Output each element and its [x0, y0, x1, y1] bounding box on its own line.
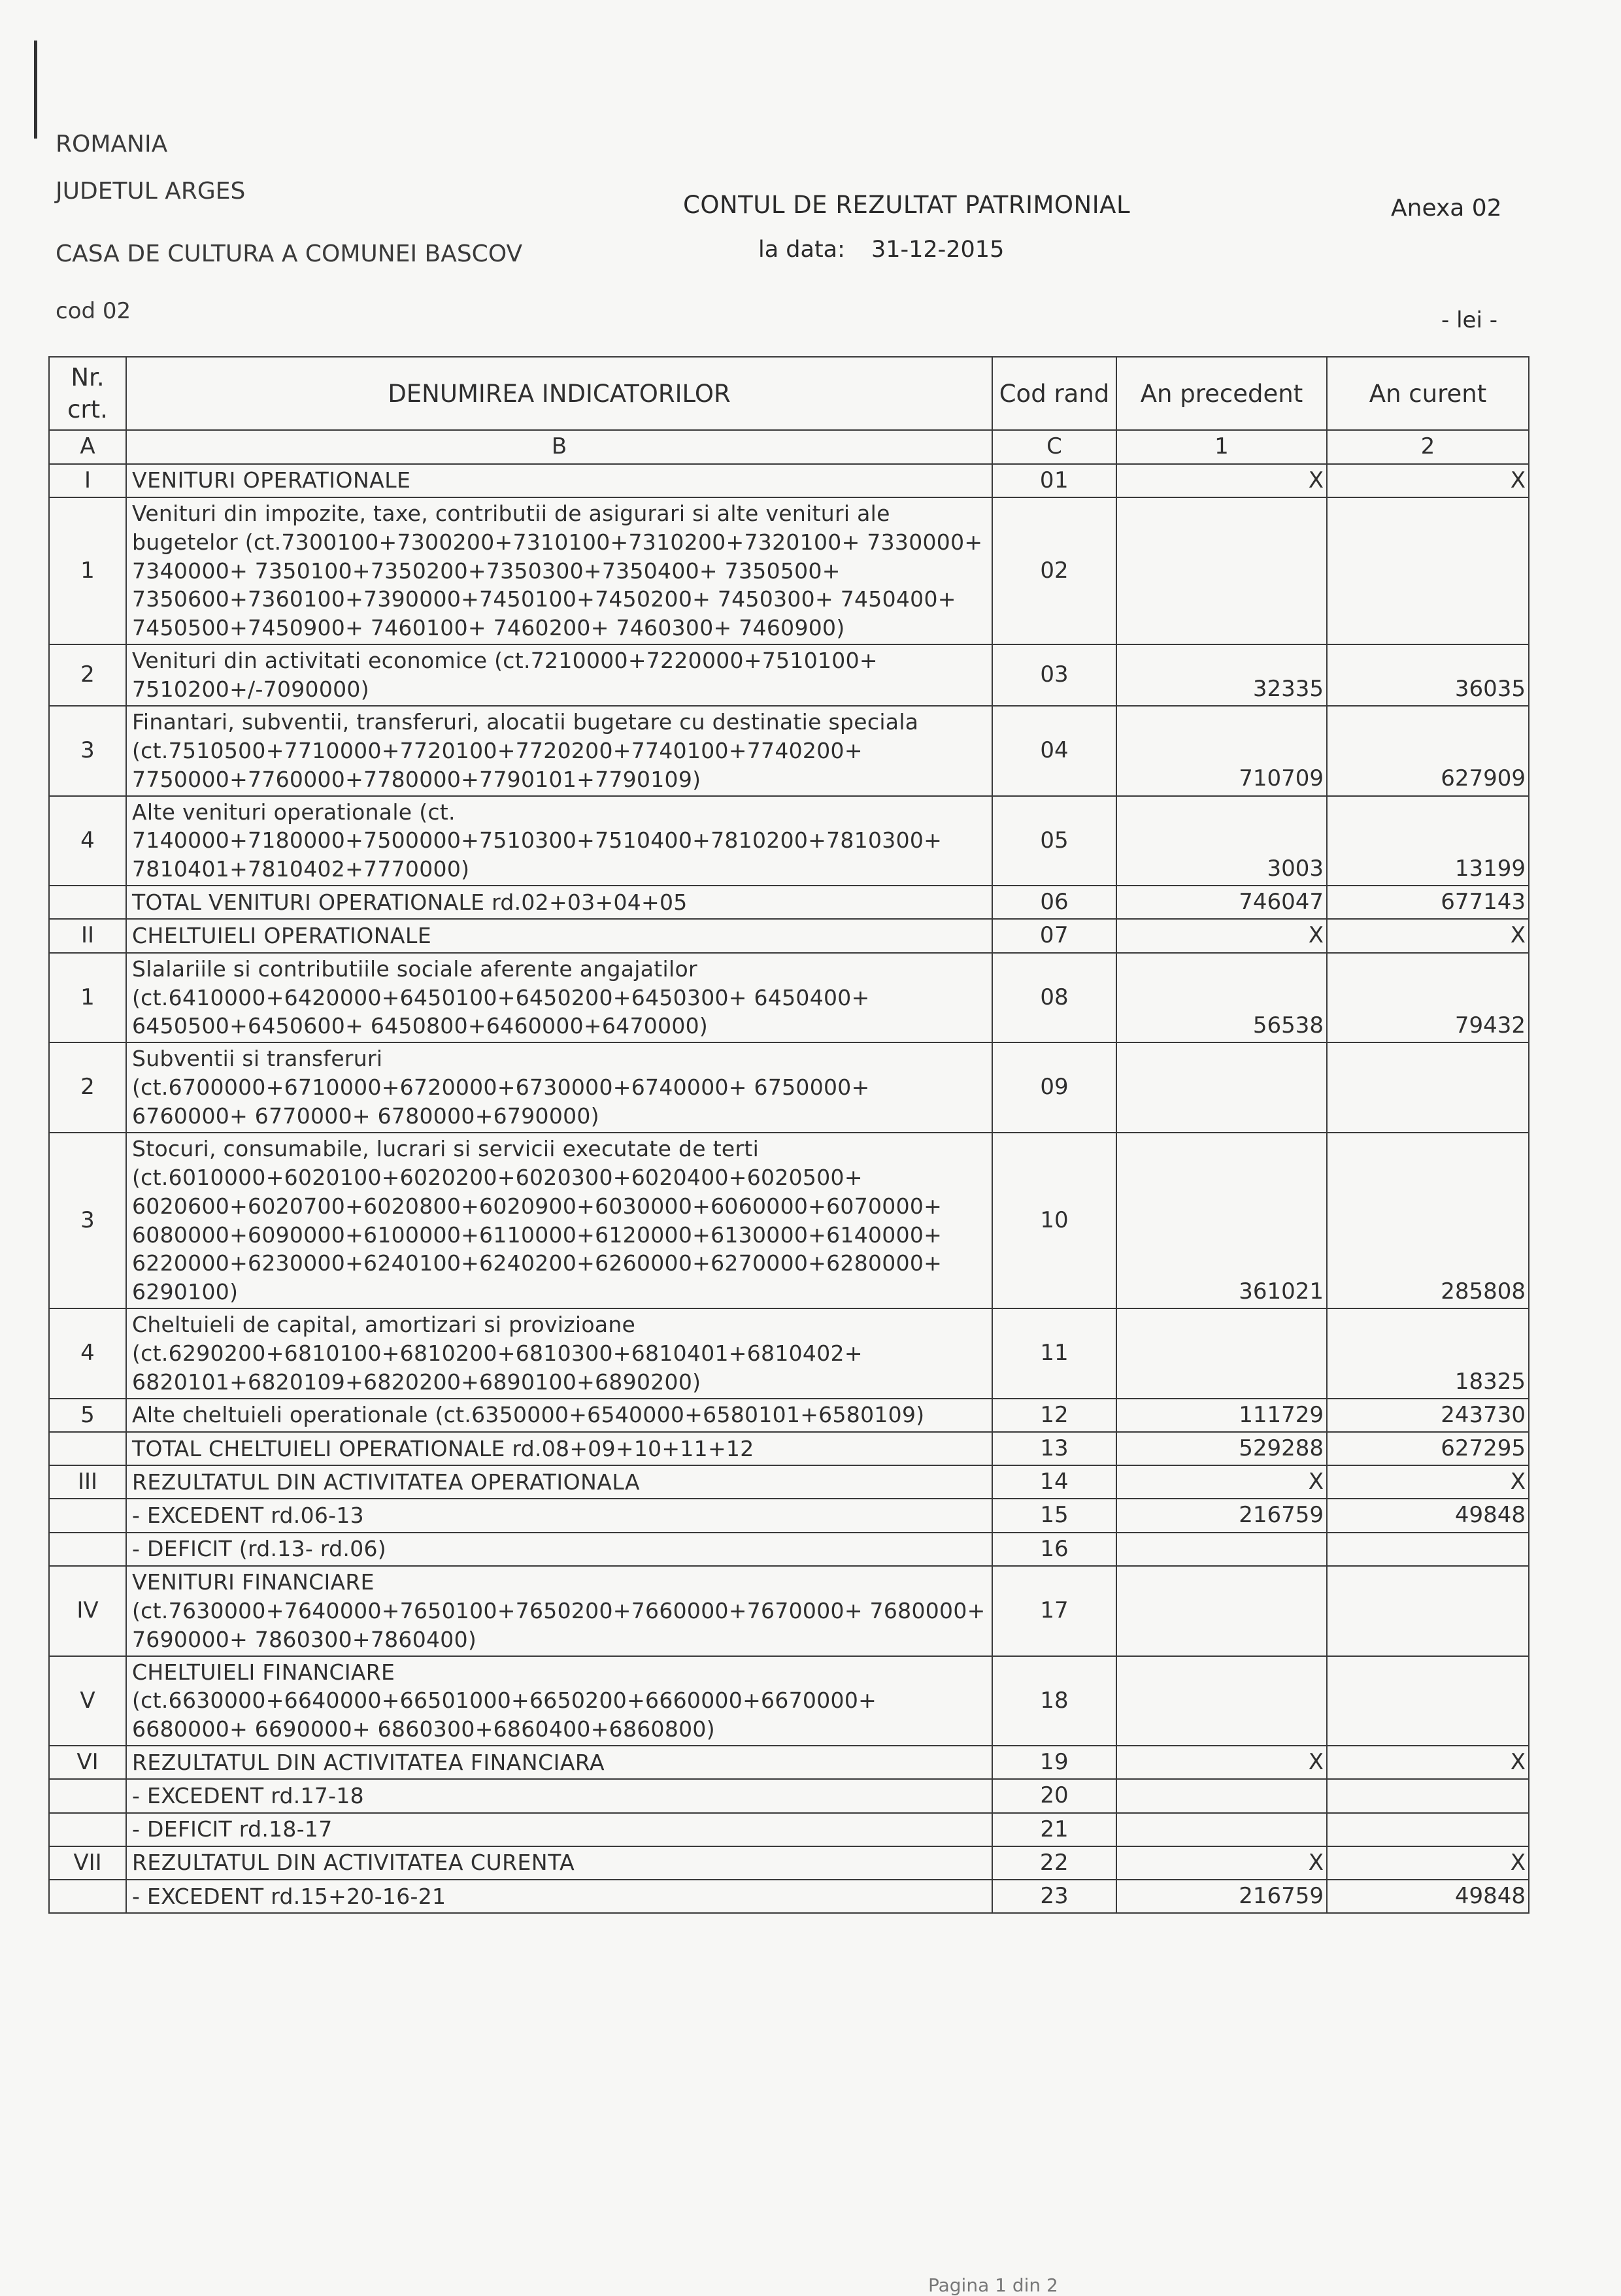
- header-denumire: DENUMIREA INDICATORILOR: [126, 357, 992, 430]
- row-cod: 19: [992, 1746, 1116, 1779]
- table-row: [49, 1432, 1529, 1465]
- row-cur: 49848: [1327, 1880, 1529, 1913]
- row-denumire: - DEFICIT rd.18-17: [126, 1813, 992, 1846]
- subheader-cur: 2: [1327, 430, 1529, 463]
- row-cur: 627295: [1327, 1432, 1529, 1465]
- row-cur: [1327, 497, 1529, 644]
- row-nr: VI: [49, 1746, 126, 1779]
- row-cur: X: [1327, 1746, 1529, 1779]
- row-cur: 677143: [1327, 886, 1529, 919]
- row-nr: [49, 1880, 126, 1913]
- row-denumire: TOTAL CHELTUIELI OPERATIONALE rd.08+09+10+11+12: [126, 1432, 992, 1465]
- row-cod: 18: [992, 1656, 1116, 1746]
- row-cod: 20: [992, 1779, 1116, 1812]
- row-denumire: TOTAL VENITURI OPERATIONALE rd.02+03+04+05: [126, 886, 992, 919]
- row-cur: [1327, 1779, 1529, 1812]
- table-row: [49, 1499, 1529, 1532]
- row-nr: 2: [49, 1042, 126, 1133]
- row-denumire: - EXCEDENT rd.06-13: [126, 1499, 992, 1532]
- row-cod: 21: [992, 1813, 1116, 1846]
- page-footer: Pagina 1 din 2: [928, 2274, 1058, 2296]
- table-row: [49, 1465, 1529, 1499]
- row-denumire: - DEFICIT (rd.13- rd.06): [126, 1533, 992, 1566]
- document-header: [0, 0, 1621, 353]
- row-prev: X: [1116, 464, 1327, 497]
- row-nr: [49, 886, 126, 919]
- row-denumire: Venituri din impozite, taxe, contributii de asigurari si alte venituri ale bugetelor (ct.7300100+7300200+7310100+7310200+7320100+ 7330000+ 7340000+ 7350100+7350200+7350300+7350400+ 7350500+ 7350600+7360100+7390000+7450100+7450200+ 7450300+ 7450400+ 7450500+7450900+ 7460100+ 7460200+ 7460300+ 7460900): [126, 497, 992, 644]
- table-body: [49, 464, 1529, 1914]
- row-cod: 07: [992, 919, 1116, 952]
- row-nr: III: [49, 1465, 126, 1499]
- table-row: [49, 953, 1529, 1043]
- row-cur: 49848: [1327, 1499, 1529, 1532]
- table-row: [49, 1042, 1529, 1133]
- table-row: [49, 706, 1529, 796]
- row-cur: 79432: [1327, 953, 1529, 1043]
- subheader-nr: A: [49, 430, 126, 463]
- row-prev: 361021: [1116, 1133, 1327, 1308]
- row-prev: X: [1116, 1465, 1327, 1499]
- row-denumire: REZULTATUL DIN ACTIVITATEA CURENTA: [126, 1846, 992, 1880]
- row-prev: [1116, 497, 1327, 644]
- row-prev: 529288: [1116, 1432, 1327, 1465]
- row-prev: [1116, 1308, 1327, 1399]
- row-prev: X: [1116, 1846, 1327, 1880]
- row-nr: 1: [49, 497, 126, 644]
- row-nr: I: [49, 464, 126, 497]
- row-cod: 03: [992, 644, 1116, 706]
- row-cod: 12: [992, 1399, 1116, 1432]
- row-cur: [1327, 1533, 1529, 1566]
- row-denumire: Alte cheltuieli operationale (ct.6350000+6540000+6580101+6580109): [126, 1399, 992, 1432]
- row-cod: 23: [992, 1880, 1116, 1913]
- table-row: [49, 1533, 1529, 1566]
- table-row: [49, 1656, 1529, 1746]
- income-statement-table: [48, 356, 1529, 1914]
- row-cur: 627909: [1327, 706, 1529, 796]
- row-denumire: CHELTUIELI FINANCIARE (ct.6630000+6640000+66501000+6650200+6660000+6670000+ 6680000+ 6690000+ 6860300+6860400+6860800): [126, 1656, 992, 1746]
- row-cod: 06: [992, 886, 1116, 919]
- date-label: la data:: [758, 237, 845, 263]
- row-nr: 3: [49, 706, 126, 796]
- row-cod: 02: [992, 497, 1116, 644]
- row-denumire: Alte venituri operationale (ct. 7140000+7180000+7500000+7510300+7510400+7810200+7810300+ 7810401+7810402+7770000): [126, 796, 992, 886]
- table-row: [49, 1133, 1529, 1308]
- table-row: [49, 1813, 1529, 1846]
- row-prev: 216759: [1116, 1499, 1327, 1532]
- row-nr: [49, 1432, 126, 1465]
- row-cod: 22: [992, 1846, 1116, 1880]
- table-subheader-row: [49, 430, 1529, 463]
- row-nr: 5: [49, 1399, 126, 1432]
- header-prev: An precedent: [1116, 357, 1327, 430]
- table-row: [49, 1399, 1529, 1432]
- row-cur: [1327, 1656, 1529, 1746]
- subheader-prev: 1: [1116, 430, 1327, 463]
- row-cod: 13: [992, 1432, 1116, 1465]
- row-nr: V: [49, 1656, 126, 1746]
- table-row: [49, 796, 1529, 886]
- row-cod: 01: [992, 464, 1116, 497]
- row-prev: 3003: [1116, 796, 1327, 886]
- row-nr: 4: [49, 796, 126, 886]
- row-denumire: VENITURI FINANCIARE (ct.7630000+7640000+7650100+7650200+7660000+7670000+ 7680000+ 7690000+ 7860300+7860400): [126, 1566, 992, 1656]
- row-cur: X: [1327, 919, 1529, 952]
- row-cod: 04: [992, 706, 1116, 796]
- row-denumire: Finantari, subventii, transferuri, alocatii bugetare cu destinatie speciala (ct.7510500+7710000+7720100+7720200+7740100+7740200+ 7750000+7760000+7780000+7790101+7790109): [126, 706, 992, 796]
- row-nr: VII: [49, 1846, 126, 1880]
- row-cur: 18325: [1327, 1308, 1529, 1399]
- row-denumire: - EXCEDENT rd.15+20-16-21: [126, 1880, 992, 1913]
- row-cod: 14: [992, 1465, 1116, 1499]
- row-prev: 746047: [1116, 886, 1327, 919]
- header-nr: Nr. crt.: [49, 357, 126, 430]
- row-prev: 32335: [1116, 644, 1327, 706]
- row-prev: [1116, 1533, 1327, 1566]
- row-cod: 15: [992, 1499, 1116, 1532]
- currency-unit: - lei -: [1441, 307, 1497, 333]
- document-title: CONTUL DE REZULTAT PATRIMONIAL: [683, 191, 1131, 219]
- row-denumire: REZULTATUL DIN ACTIVITATEA OPERATIONALA: [126, 1465, 992, 1499]
- header-cur: An curent: [1327, 357, 1529, 430]
- row-denumire: VENITURI OPERATIONALE: [126, 464, 992, 497]
- table-row: [49, 1746, 1529, 1779]
- row-denumire: CHELTUIELI OPERATIONALE: [126, 919, 992, 952]
- row-nr: [49, 1533, 126, 1566]
- row-cur: 243730: [1327, 1399, 1529, 1432]
- row-nr: [49, 1499, 126, 1532]
- row-nr: 3: [49, 1133, 126, 1308]
- row-nr: [49, 1813, 126, 1846]
- row-denumire: Cheltuieli de capital, amortizari si provizioane (ct.6290200+6810100+6810200+6810300+6810401+6810402+ 6820101+6820109+6820200+6890100+6890200): [126, 1308, 992, 1399]
- code-label: cod 02: [56, 298, 131, 324]
- report-date: [758, 237, 1004, 263]
- row-prev: [1116, 1042, 1327, 1133]
- row-prev: [1116, 1656, 1327, 1746]
- table-row: [49, 464, 1529, 497]
- table-row: [49, 1779, 1529, 1812]
- subheader-cod: C: [992, 430, 1116, 463]
- institution-label: CASA DE CULTURA A COMUNEI BASCOV: [56, 241, 523, 267]
- row-denumire: Stocuri, consumabile, lucrari si servicii executate de terti (ct.6010000+6020100+6020200+6020300+6020400+6020500+ 6020600+6020700+6020800+6020900+6030000+6060000+6070000+ 6080000+6090000+6100000+6110000+6120000+6130000+6140000+ 6220000+6230000+6240100+6240200+6260000+6270000+6280000+ 6290100): [126, 1133, 992, 1308]
- row-cod: 16: [992, 1533, 1116, 1566]
- row-prev: 56538: [1116, 953, 1327, 1043]
- table-row: [49, 644, 1529, 706]
- row-cod: 10: [992, 1133, 1116, 1308]
- row-denumire: Venituri din activitati economice (ct.7210000+7220000+7510100+ 7510200+/-7090000): [126, 644, 992, 706]
- row-denumire: - EXCEDENT rd.17-18: [126, 1779, 992, 1812]
- row-cur: 36035: [1327, 644, 1529, 706]
- row-cur: X: [1327, 464, 1529, 497]
- subheader-denumire: B: [126, 430, 992, 463]
- table-row: [49, 497, 1529, 644]
- row-prev: 111729: [1116, 1399, 1327, 1432]
- header-cod: Cod rand: [992, 357, 1116, 430]
- country-label: ROMANIA: [56, 131, 168, 158]
- row-cod: 08: [992, 953, 1116, 1043]
- table-row: [49, 886, 1529, 919]
- row-cur: [1327, 1813, 1529, 1846]
- row-prev: 710709: [1116, 706, 1327, 796]
- row-denumire: REZULTATUL DIN ACTIVITATEA FINANCIARA: [126, 1746, 992, 1779]
- row-prev: X: [1116, 1746, 1327, 1779]
- row-nr: 1: [49, 953, 126, 1043]
- row-prev: 216759: [1116, 1880, 1327, 1913]
- row-prev: [1116, 1566, 1327, 1656]
- row-cur: [1327, 1042, 1529, 1133]
- table-header-row: [49, 357, 1529, 430]
- row-nr: 2: [49, 644, 126, 706]
- row-cod: 17: [992, 1566, 1116, 1656]
- row-denumire: Slalariile si contributiile sociale aferente angajatilor (ct.6410000+6420000+6450100+6450200+6450300+ 6450400+ 6450500+6450600+ 6450800+6460000+6470000): [126, 953, 992, 1043]
- row-cur: [1327, 1566, 1529, 1656]
- row-prev: X: [1116, 919, 1327, 952]
- row-cod: 05: [992, 796, 1116, 886]
- row-nr: IV: [49, 1566, 126, 1656]
- row-nr: II: [49, 919, 126, 952]
- date-value: 31-12-2015: [871, 237, 1005, 263]
- row-prev: [1116, 1779, 1327, 1812]
- row-cur: 13199: [1327, 796, 1529, 886]
- row-cur: X: [1327, 1846, 1529, 1880]
- annex-label: Anexa 02: [1391, 195, 1502, 222]
- county-label: JUDETUL ARGES: [56, 178, 246, 205]
- row-cur: X: [1327, 1465, 1529, 1499]
- row-cur: 285808: [1327, 1133, 1529, 1308]
- table-row: [49, 919, 1529, 952]
- table-row: [49, 1880, 1529, 1913]
- row-nr: 4: [49, 1308, 126, 1399]
- table-row: [49, 1846, 1529, 1880]
- row-cod: 11: [992, 1308, 1116, 1399]
- row-cod: 09: [992, 1042, 1116, 1133]
- table-row: [49, 1308, 1529, 1399]
- row-denumire: Subventii si transferuri (ct.6700000+6710000+6720000+6730000+6740000+ 6750000+ 6760000+ 6770000+ 6780000+6790000): [126, 1042, 992, 1133]
- row-nr: [49, 1779, 126, 1812]
- table-row: [49, 1566, 1529, 1656]
- row-prev: [1116, 1813, 1327, 1846]
